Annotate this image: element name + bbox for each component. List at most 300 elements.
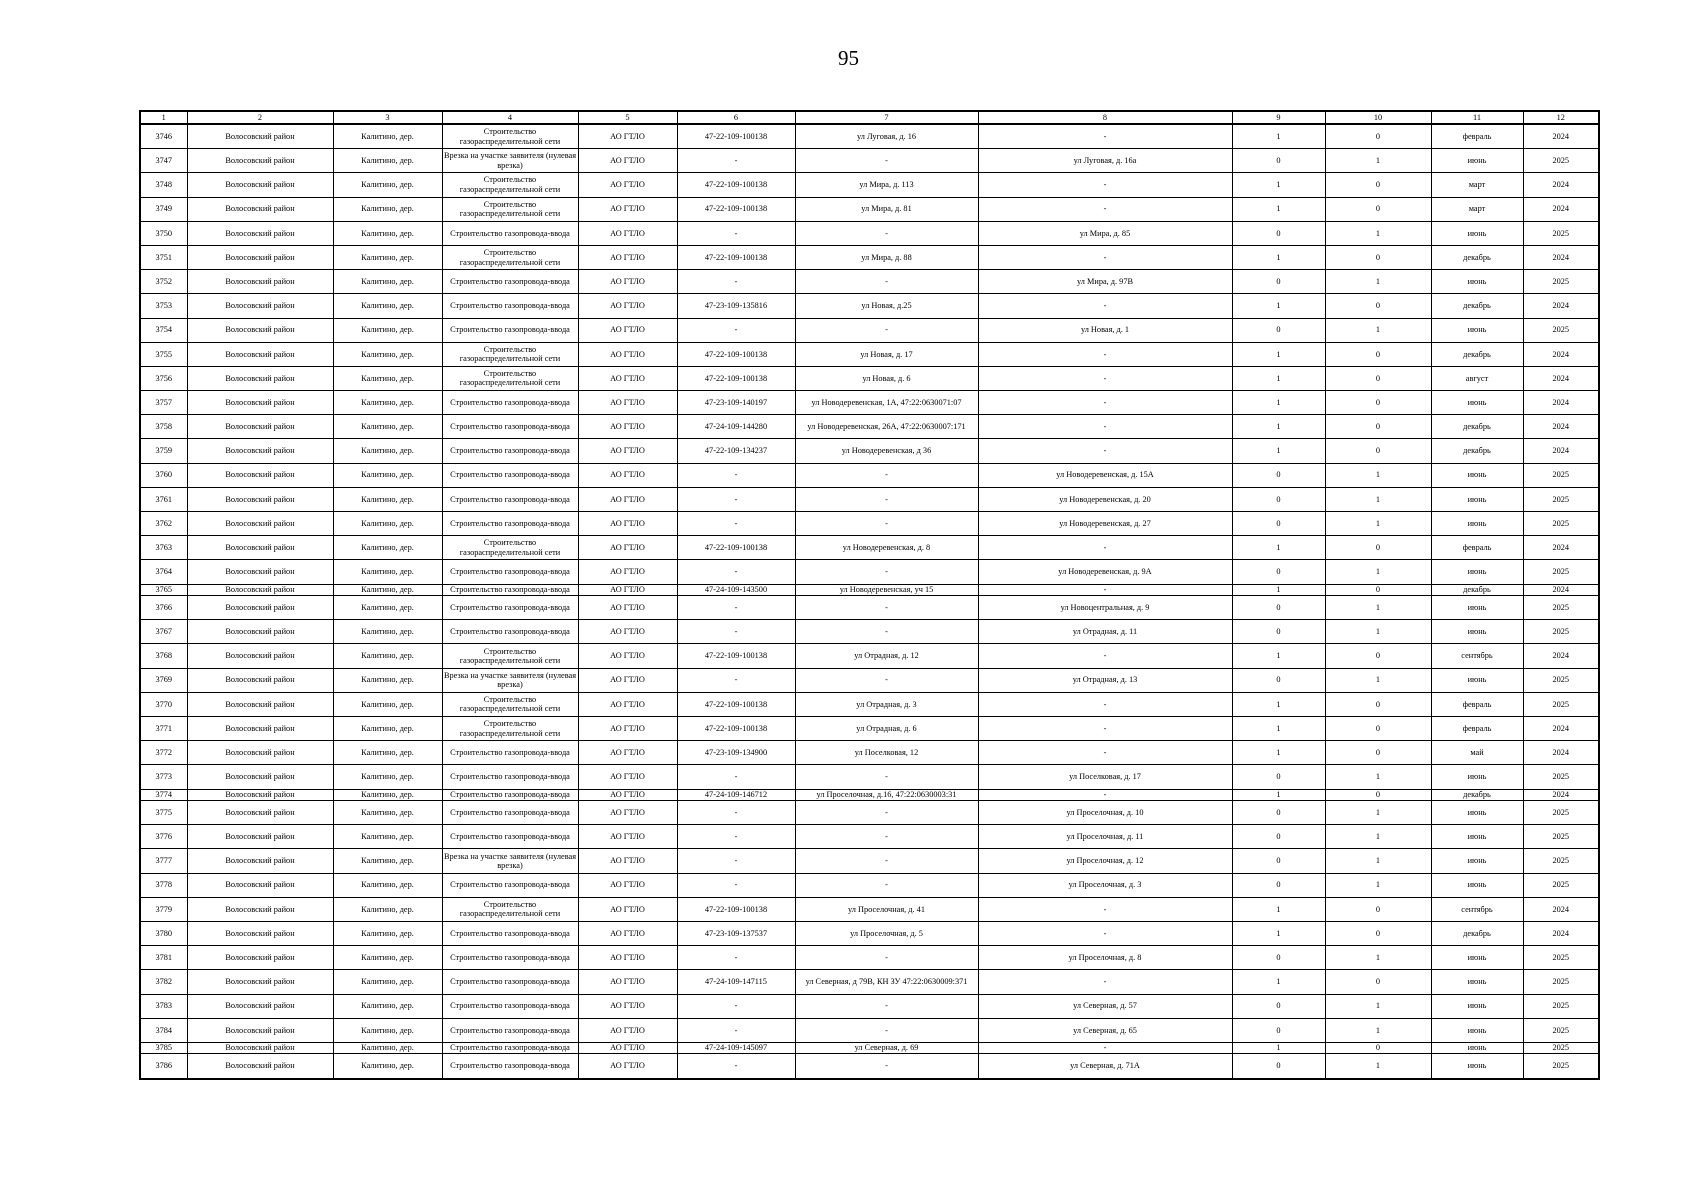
column-header: 3 (333, 111, 442, 124)
table-cell: АО ГТЛО (578, 789, 677, 801)
table-cell: - (677, 463, 795, 487)
table-cell: АО ГТЛО (578, 825, 677, 849)
table-cell: Строительство газопровода-ввода (442, 221, 578, 245)
table-cell: Строительство газопровода-ввода (442, 415, 578, 439)
column-header: 2 (187, 111, 333, 124)
table-cell: 47-24-109-144280 (677, 415, 795, 439)
table-cell: - (795, 994, 978, 1018)
table-cell: Калитино, дер. (333, 922, 442, 946)
table-cell: Волосовский район (187, 825, 333, 849)
table-cell: Волосовский район (187, 270, 333, 294)
table-cell: АО ГТЛО (578, 922, 677, 946)
table-cell: Калитино, дер. (333, 584, 442, 596)
table-cell: Калитино, дер. (333, 765, 442, 789)
table-cell: - (978, 692, 1232, 716)
table-cell: ул Новодеревенская, д. 9А (978, 560, 1232, 584)
table-cell: 2025 (1523, 668, 1599, 692)
table-cell: декабрь (1431, 342, 1523, 366)
table-cell: АО ГТЛО (578, 415, 677, 439)
table-cell: ул Мира, д. 88 (795, 245, 978, 269)
table-cell: 1 (1232, 245, 1325, 269)
table-cell: ул Проселочная, д. 12 (978, 849, 1232, 873)
table-row (140, 512, 1599, 536)
table-cell: - (795, 849, 978, 873)
table-cell: - (978, 245, 1232, 269)
table-cell: Волосовский район (187, 668, 333, 692)
table-cell: - (677, 801, 795, 825)
table-cell: Строительство газопровода-ввода (442, 294, 578, 318)
table-row (140, 849, 1599, 873)
table-cell: Калитино, дер. (333, 668, 442, 692)
table-cell: Калитино, дер. (333, 801, 442, 825)
table-cell: 2024 (1523, 922, 1599, 946)
table-cell: АО ГТЛО (578, 970, 677, 994)
table-cell: Волосовский район (187, 487, 333, 511)
table-cell: АО ГТЛО (578, 391, 677, 415)
table-row (140, 221, 1599, 245)
table-cell: Волосовский район (187, 366, 333, 390)
table-cell: 0 (1325, 584, 1431, 596)
table-cell: - (677, 596, 795, 620)
table-cell: июнь (1431, 946, 1523, 970)
table-cell: ул Северная, д. 57 (978, 994, 1232, 1018)
table-cell: 47-22-109-100138 (677, 644, 795, 668)
table-cell: 0 (1325, 741, 1431, 765)
table-cell: Калитино, дер. (333, 946, 442, 970)
table-cell: 3747 (140, 149, 187, 173)
table-cell: 0 (1232, 221, 1325, 245)
table-cell: март (1431, 173, 1523, 197)
table-cell: - (795, 596, 978, 620)
table-cell: 1 (1325, 946, 1431, 970)
table-cell: 2024 (1523, 717, 1599, 741)
table-cell: 0 (1325, 173, 1431, 197)
table-cell: 3768 (140, 644, 187, 668)
table-cell: 1 (1232, 173, 1325, 197)
table-row (140, 717, 1599, 741)
table-cell: март (1431, 197, 1523, 221)
table-cell: 47-22-109-100138 (677, 366, 795, 390)
table-cell: Волосовский район (187, 765, 333, 789)
table-cell: 3762 (140, 512, 187, 536)
table-cell: Строительство газораспределительной сети (442, 342, 578, 366)
table-cell: 1 (1325, 1054, 1431, 1079)
table-cell: Строительство газораспределительной сети (442, 245, 578, 269)
table-row (140, 1054, 1599, 1079)
table-cell: - (795, 463, 978, 487)
table-cell: Калитино, дер. (333, 463, 442, 487)
table-cell: Волосовский район (187, 584, 333, 596)
table-cell: 0 (1325, 970, 1431, 994)
table-cell: АО ГТЛО (578, 873, 677, 897)
table-cell: 3786 (140, 1054, 187, 1079)
table-cell: - (978, 294, 1232, 318)
table-cell: Волосовский район (187, 644, 333, 668)
table-cell: Строительство газопровода-ввода (442, 463, 578, 487)
table-cell: Строительство газораспределительной сети (442, 897, 578, 921)
table-cell: Калитино, дер. (333, 692, 442, 716)
table-cell: 2025 (1523, 596, 1599, 620)
table-cell: - (795, 318, 978, 342)
table-cell: ул Новодеревенская, д. 15А (978, 463, 1232, 487)
table-cell: ул Северная, д. 65 (978, 1018, 1232, 1042)
table-cell: Волосовский район (187, 1042, 333, 1054)
column-header: 12 (1523, 111, 1599, 124)
table-cell: 0 (1232, 994, 1325, 1018)
table-cell: - (795, 765, 978, 789)
table-cell: - (978, 173, 1232, 197)
table-cell: 1 (1325, 512, 1431, 536)
table-cell: АО ГТЛО (578, 741, 677, 765)
table-cell: - (677, 873, 795, 897)
table-cell: 1 (1232, 644, 1325, 668)
table-cell: 0 (1232, 149, 1325, 173)
table-cell: 47-22-109-100138 (677, 173, 795, 197)
table-row (140, 922, 1599, 946)
table-cell: Строительство газопровода-ввода (442, 970, 578, 994)
table-cell: 3771 (140, 717, 187, 741)
table-cell: АО ГТЛО (578, 801, 677, 825)
table-cell: 47-23-109-137537 (677, 922, 795, 946)
table-cell: 0 (1325, 692, 1431, 716)
table-row (140, 270, 1599, 294)
table-cell: - (978, 717, 1232, 741)
table-cell: АО ГТЛО (578, 245, 677, 269)
table-cell: август (1431, 366, 1523, 390)
table-cell: 3749 (140, 197, 187, 221)
table-cell: АО ГТЛО (578, 342, 677, 366)
table-row (140, 825, 1599, 849)
table-cell: Калитино, дер. (333, 294, 442, 318)
table-cell: ул Проселочная, д. 3 (978, 873, 1232, 897)
table-cell: - (677, 487, 795, 511)
table-cell: 2025 (1523, 560, 1599, 584)
table-row (140, 245, 1599, 269)
table-cell: - (795, 487, 978, 511)
table-cell: 0 (1232, 270, 1325, 294)
table-cell: 0 (1325, 366, 1431, 390)
table-cell: - (795, 270, 978, 294)
table-cell: 3778 (140, 873, 187, 897)
table-row (140, 801, 1599, 825)
table-cell: 0 (1232, 487, 1325, 511)
table-cell: Калитино, дер. (333, 620, 442, 644)
table-cell: АО ГТЛО (578, 692, 677, 716)
table-cell: декабрь (1431, 922, 1523, 946)
table-cell: июнь (1431, 512, 1523, 536)
table-cell: февраль (1431, 536, 1523, 560)
table-cell: 47-22-109-100138 (677, 124, 795, 149)
table-cell: Калитино, дер. (333, 149, 442, 173)
table-cell: 0 (1232, 1018, 1325, 1042)
table-cell: - (677, 149, 795, 173)
table-cell: ул Поселковая, д. 17 (978, 765, 1232, 789)
table-cell: - (795, 873, 978, 897)
table-cell: - (677, 825, 795, 849)
table-cell: 47-22-109-100138 (677, 897, 795, 921)
table-row (140, 391, 1599, 415)
table-cell: 1 (1325, 487, 1431, 511)
table-cell: 3769 (140, 668, 187, 692)
table-cell: 3756 (140, 366, 187, 390)
table-cell: ул Поселковая, 12 (795, 741, 978, 765)
table-cell: июнь (1431, 1018, 1523, 1042)
table-cell: 1 (1232, 197, 1325, 221)
table-cell: 2025 (1523, 970, 1599, 994)
table-cell: декабрь (1431, 584, 1523, 596)
table-cell: ул Новая, д.25 (795, 294, 978, 318)
table-cell: 0 (1232, 765, 1325, 789)
table-cell: 1 (1325, 765, 1431, 789)
table-cell: Волосовский район (187, 197, 333, 221)
table-cell: 47-24-109-145097 (677, 1042, 795, 1054)
table-cell: июнь (1431, 994, 1523, 1018)
table-cell: 2025 (1523, 149, 1599, 173)
table-cell: июнь (1431, 149, 1523, 173)
table-cell: 2024 (1523, 391, 1599, 415)
table-cell: Волосовский район (187, 1018, 333, 1042)
table-cell: АО ГТЛО (578, 717, 677, 741)
table-cell: - (677, 512, 795, 536)
table-cell: июнь (1431, 873, 1523, 897)
table-cell: Волосовский район (187, 596, 333, 620)
table-cell: - (795, 946, 978, 970)
table-cell: Строительство газопровода-ввода (442, 765, 578, 789)
table-cell: 3754 (140, 318, 187, 342)
table-cell: ул Проселочная, д. 5 (795, 922, 978, 946)
table-cell: 3753 (140, 294, 187, 318)
table-cell: 0 (1325, 717, 1431, 741)
table-row (140, 873, 1599, 897)
table-cell: Строительство газопровода-ввода (442, 391, 578, 415)
table-cell: Строительство газораспределительной сети (442, 692, 578, 716)
table-cell: Калитино, дер. (333, 970, 442, 994)
table-cell: Калитино, дер. (333, 994, 442, 1018)
table-cell: 3767 (140, 620, 187, 644)
table-cell: Волосовский район (187, 318, 333, 342)
table-cell: Строительство газопровода-ввода (442, 596, 578, 620)
table-cell: 1 (1232, 897, 1325, 921)
table-cell: 3773 (140, 765, 187, 789)
table-cell: 47-24-109-146712 (677, 789, 795, 801)
column-header: 10 (1325, 111, 1431, 124)
table-cell: Строительство газопровода-ввода (442, 620, 578, 644)
table-cell: Волосовский район (187, 873, 333, 897)
table-cell: 2024 (1523, 124, 1599, 149)
table-cell: - (795, 512, 978, 536)
table-row (140, 765, 1599, 789)
table-cell: Калитино, дер. (333, 644, 442, 668)
column-header: 5 (578, 111, 677, 124)
table-cell: Волосовский район (187, 221, 333, 245)
table-cell: 1 (1232, 1042, 1325, 1054)
table-cell: Калитино, дер. (333, 124, 442, 149)
table-cell: - (795, 825, 978, 849)
table-cell: - (795, 1054, 978, 1079)
table-cell: 2024 (1523, 415, 1599, 439)
table-cell: Строительство газораспределительной сети (442, 717, 578, 741)
table-cell: Калитино, дер. (333, 318, 442, 342)
table-cell: 47-22-109-100138 (677, 692, 795, 716)
table-cell: Строительство газораспределительной сети (442, 644, 578, 668)
column-header: 6 (677, 111, 795, 124)
table-cell: АО ГТЛО (578, 173, 677, 197)
table-cell: 2024 (1523, 245, 1599, 269)
table-cell: Волосовский район (187, 970, 333, 994)
table-cell: - (978, 391, 1232, 415)
table-row (140, 415, 1599, 439)
table-cell: Строительство газораспределительной сети (442, 366, 578, 390)
table-cell: Строительство газопровода-ввода (442, 560, 578, 584)
table-cell: ул Отрадная, д. 6 (795, 717, 978, 741)
table-cell: 0 (1325, 245, 1431, 269)
table-cell: июнь (1431, 765, 1523, 789)
table-cell: АО ГТЛО (578, 994, 677, 1018)
table-cell: ул Мира, д. 81 (795, 197, 978, 221)
table-cell: декабрь (1431, 245, 1523, 269)
table-cell: Калитино, дер. (333, 366, 442, 390)
table-cell: ул Проселочная, д. 41 (795, 897, 978, 921)
table-cell: Калитино, дер. (333, 536, 442, 560)
table-cell: 1 (1325, 994, 1431, 1018)
table-cell: АО ГТЛО (578, 620, 677, 644)
column-header: 11 (1431, 111, 1523, 124)
table-cell: 3784 (140, 1018, 187, 1042)
table-cell: Калитино, дер. (333, 873, 442, 897)
table-row (140, 620, 1599, 644)
table-cell: - (978, 342, 1232, 366)
table-cell: ул Новодеревенская, д. 8 (795, 536, 978, 560)
table-cell: 0 (1232, 620, 1325, 644)
table-cell: - (677, 620, 795, 644)
table-cell: Строительство газопровода-ввода (442, 946, 578, 970)
table-cell: Калитино, дер. (333, 342, 442, 366)
table-cell: Строительство газораспределительной сети (442, 197, 578, 221)
table-cell: Волосовский район (187, 294, 333, 318)
table-cell: 0 (1232, 1054, 1325, 1079)
table-cell: 3761 (140, 487, 187, 511)
page-number: 95 (838, 46, 859, 70)
table-cell: - (795, 560, 978, 584)
table-cell: 2024 (1523, 789, 1599, 801)
table-cell: 3759 (140, 439, 187, 463)
table-cell: Волосовский район (187, 789, 333, 801)
table-cell: 0 (1232, 873, 1325, 897)
table-row (140, 487, 1599, 511)
table-cell: Калитино, дер. (333, 1054, 442, 1079)
table-row (140, 149, 1599, 173)
table-cell: Волосовский район (187, 245, 333, 269)
table-cell: июнь (1431, 270, 1523, 294)
table-cell: 1 (1325, 801, 1431, 825)
table-cell: АО ГТЛО (578, 536, 677, 560)
table-cell: Калитино, дер. (333, 1042, 442, 1054)
table-cell: 1 (1325, 596, 1431, 620)
table-cell: Волосовский район (187, 512, 333, 536)
table-cell: 47-22-109-134237 (677, 439, 795, 463)
table-cell: АО ГТЛО (578, 512, 677, 536)
table-cell: Калитино, дер. (333, 512, 442, 536)
table-cell: - (677, 849, 795, 873)
table-cell: 3755 (140, 342, 187, 366)
table-cell: Строительство газораспределительной сети (442, 536, 578, 560)
table-cell: 47-24-109-143500 (677, 584, 795, 596)
table-cell: АО ГТЛО (578, 197, 677, 221)
table-cell: 1 (1232, 922, 1325, 946)
table-row (140, 173, 1599, 197)
table-cell: 1 (1325, 560, 1431, 584)
table-cell: Калитино, дер. (333, 197, 442, 221)
table-cell: - (795, 801, 978, 825)
table-cell: ул Северная, д 79В, КН ЗУ 47:22:0630009:371 (795, 970, 978, 994)
table-cell: 3746 (140, 124, 187, 149)
table-row (140, 439, 1599, 463)
table-cell: 2025 (1523, 487, 1599, 511)
table-cell: 2024 (1523, 197, 1599, 221)
table-cell: 0 (1325, 124, 1431, 149)
table-cell: 0 (1325, 789, 1431, 801)
column-header: 1 (140, 111, 187, 124)
table-cell: июнь (1431, 487, 1523, 511)
table-cell: 3780 (140, 922, 187, 946)
table-row (140, 584, 1599, 596)
table-cell: 2024 (1523, 294, 1599, 318)
table-cell: ул Новодеревенская, д 36 (795, 439, 978, 463)
table-cell: 2025 (1523, 801, 1599, 825)
table-cell: июнь (1431, 849, 1523, 873)
table-row (140, 1042, 1599, 1054)
table-cell: Калитино, дер. (333, 173, 442, 197)
table-cell: Строительство газопровода-ввода (442, 825, 578, 849)
table-cell: - (795, 668, 978, 692)
table-row (140, 741, 1599, 765)
table-cell: май (1431, 741, 1523, 765)
table-cell: 3777 (140, 849, 187, 873)
table-cell: Калитино, дер. (333, 487, 442, 511)
table-cell: Волосовский район (187, 124, 333, 149)
table-cell: - (978, 970, 1232, 994)
table-cell: 1 (1232, 536, 1325, 560)
table-cell: 1 (1232, 741, 1325, 765)
table-cell: АО ГТЛО (578, 439, 677, 463)
table-row (140, 560, 1599, 584)
table-cell: АО ГТЛО (578, 318, 677, 342)
table-cell: АО ГТЛО (578, 596, 677, 620)
table-cell: 3757 (140, 391, 187, 415)
table-cell: Строительство газопровода-ввода (442, 994, 578, 1018)
table-cell: ул Мира, д. 97В (978, 270, 1232, 294)
table-cell: ул Отрадная, д. 12 (795, 644, 978, 668)
table-header-row (140, 111, 1599, 124)
table-cell: 2025 (1523, 221, 1599, 245)
table-cell: 1 (1325, 825, 1431, 849)
table-cell: 0 (1232, 801, 1325, 825)
table-cell: июнь (1431, 1054, 1523, 1079)
table-cell: ул Проселочная, д. 10 (978, 801, 1232, 825)
table-cell: 0 (1325, 415, 1431, 439)
table-cell: 0 (1232, 318, 1325, 342)
table-cell: 3770 (140, 692, 187, 716)
table-cell: Строительство газопровода-ввода (442, 1042, 578, 1054)
table-cell: 2025 (1523, 512, 1599, 536)
table-cell: АО ГТЛО (578, 487, 677, 511)
table-cell: 2024 (1523, 439, 1599, 463)
table-cell: Строительство газопровода-ввода (442, 801, 578, 825)
table-cell: Строительство газопровода-ввода (442, 922, 578, 946)
table-cell: - (978, 644, 1232, 668)
table-cell: Врезка на участке заявителя (нулевая врезка) (442, 149, 578, 173)
table-cell: 2024 (1523, 897, 1599, 921)
